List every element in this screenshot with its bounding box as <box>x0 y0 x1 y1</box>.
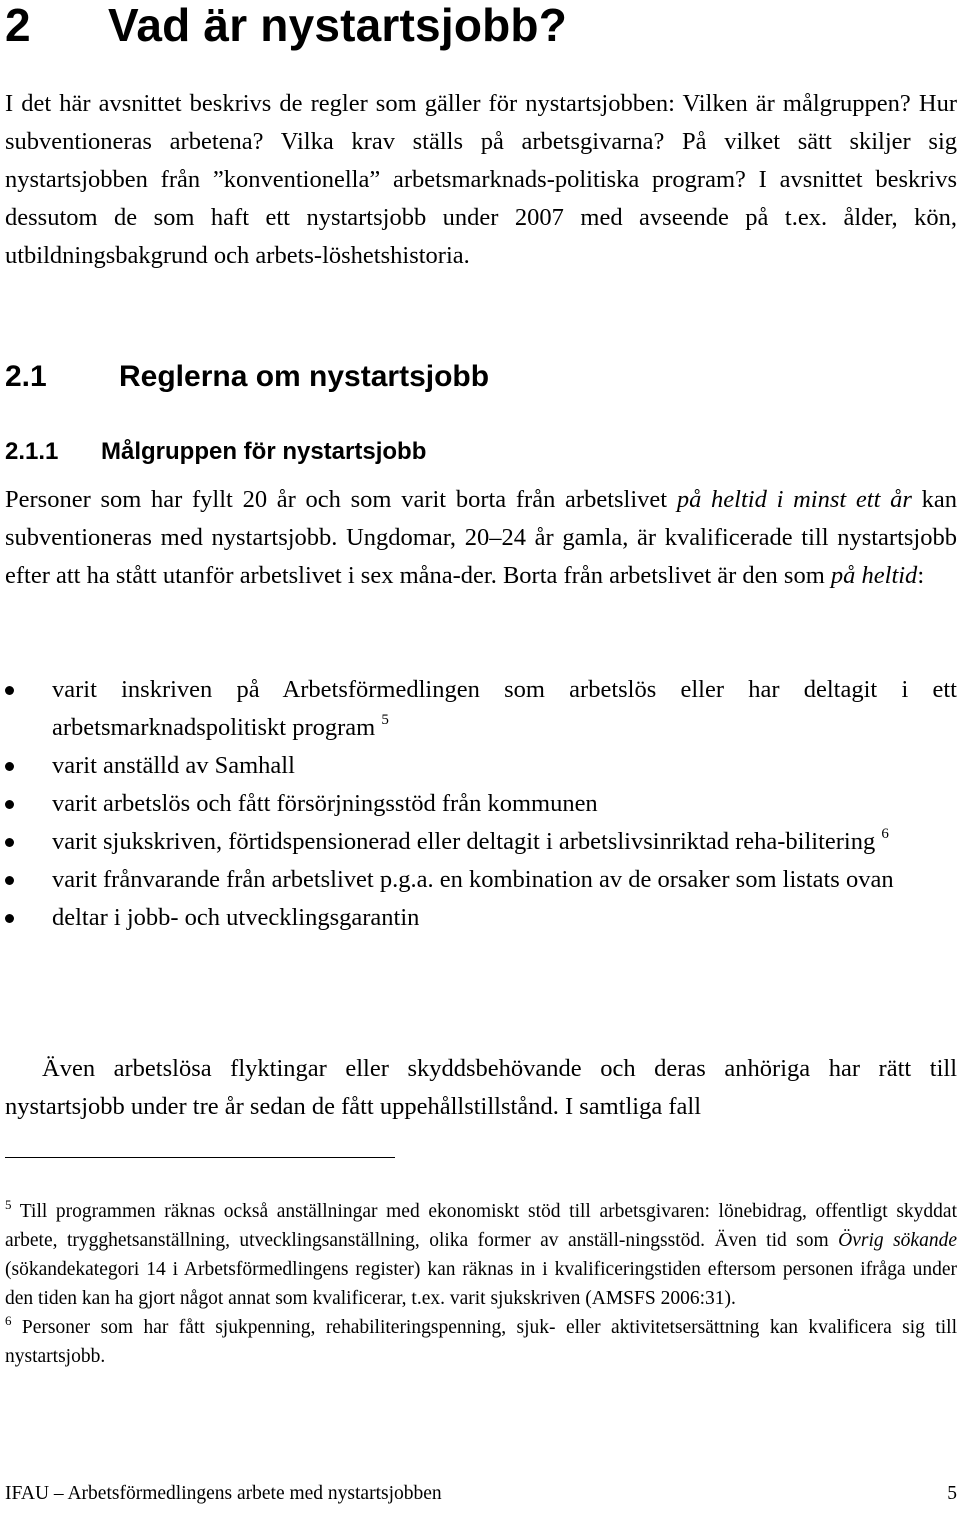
list-item <box>5 861 957 899</box>
italic-run: på heltid <box>830 562 918 589</box>
intro-paragraph: I det här avsnittet beskrivs de regler som gäller för nystartsjobben: Vilken är målgruppen? Hur subventioneras arbetena? Vilka krav ställs på arbetsgivarna? På vilket sätt skiljer sig nystartsjobben från ”konventionella” arbetsmarknads-politiska program? I avsnittet beskrivs dessutom de som haft ett nystartsjobb under 2007 med avseende på t.ex. ålder, kön, utbildningsbakgrund och arbets-löshetshistoria. <box>5 90 957 269</box>
chapter-heading <box>5 0 567 52</box>
subsection-heading <box>5 438 426 466</box>
bullet-icon <box>5 686 14 695</box>
bullet-icon <box>5 876 14 885</box>
text-run: Till programmen räknas också anställningar med ekonomiskt stöd till arbetsgivaren: lönebidrag, offentligt skyddat arbete, trygghetsanställning, utvecklingsanställning, olika former av anställ-ningsstöd. Även tid som <box>5 1201 957 1251</box>
footnote-number: 5 <box>5 1197 12 1212</box>
subsection-title: Målgruppen för nystartsjobb <box>101 438 427 465</box>
bullet-icon <box>5 762 14 771</box>
refugees-paragraph: Även arbetslösa flyktingar eller skyddsbehövande och deras anhöriga har rätt till nystartsjobb under tre år sedan de fått uppehållstillstånd. I samtliga fall <box>5 1055 957 1120</box>
text-run: kan subventioneras med nystartsjobb. Ungdomar, 20–24 år gamla, är kvalificerade till nystartsjobb efter att ha stått utanför arbetslivet i sex måna-der. Borta från arbetslivet är den som <box>5 486 958 589</box>
text-run: (sökandekategori 14 i Arbetsförmedlingens register) kan räknas in i kvalificeringstiden eftersom personen ifråga under den tiden kan ha gjort något annat som kvalificerar, t.ex. varit sjukskriven (AMSFS 2006:31). <box>5 1259 957 1309</box>
list-item-text: varit sjukskriven, förtidspensionerad eller deltagit i arbetslivsinriktad reha-bilitering <box>52 828 876 855</box>
bullet-icon <box>5 914 14 923</box>
italic-run: på heltid i minst ett år <box>676 486 912 513</box>
target-group-paragraph <box>5 481 957 595</box>
footer-title: IFAU – Arbetsförmedlingens arbete med nystartsjobben <box>5 1483 442 1504</box>
italic-run: Övrig sökande <box>838 1230 957 1251</box>
section-title: Reglerna om nystartsjobb <box>119 360 490 393</box>
bullet-icon <box>5 800 14 809</box>
footnote-6 <box>5 1313 957 1371</box>
page-number: 5 <box>947 1483 957 1504</box>
list-item <box>5 747 957 785</box>
section-heading <box>5 360 489 394</box>
text-run: : <box>917 562 925 589</box>
footnote-number: 6 <box>5 1313 12 1328</box>
text-run: Personer som har fått sjukpenning, rehabiliteringspenning, sjuk- eller aktivitetsersättning kan kvalificera sig till nystartsjobb. <box>5 1317 957 1367</box>
footnote-5 <box>5 1197 957 1313</box>
footnote-divider <box>5 1157 395 1158</box>
list-item-text: varit inskriven på Arbetsförmedlingen som arbetslös eller har deltagit i ett arbetsmarknadspolitiskt program <box>52 676 957 741</box>
footnotes <box>5 1197 957 1371</box>
chapter-number: 2 <box>5 0 31 51</box>
chapter-title: Vad är nystartsjobb? <box>108 0 568 51</box>
bullet-icon <box>5 838 14 847</box>
footnote-ref[interactable]: 6 <box>881 826 889 842</box>
list-item <box>5 899 957 937</box>
list-item-text: varit anställd av Samhall <box>52 752 295 779</box>
page-footer <box>5 1483 957 1505</box>
subsection-number: 2.1.1 <box>5 438 59 465</box>
criteria-list <box>5 671 957 937</box>
list-item <box>5 671 957 747</box>
footnote-ref[interactable]: 5 <box>381 712 389 728</box>
list-item-text: varit frånvarande från arbetslivet p.g.a. en kombination av de orsaker som listats ovan <box>52 866 894 893</box>
list-item-text: varit arbetslös och fått försörjningsstöd från kommunen <box>52 790 598 817</box>
text-run: Personer som har fyllt 20 år och som varit borta från arbetslivet <box>5 486 677 513</box>
list-item <box>5 785 957 823</box>
list-item-text: deltar i jobb- och utvecklingsgarantin <box>52 904 420 931</box>
section-number: 2.1 <box>5 360 47 393</box>
list-item <box>5 823 957 861</box>
